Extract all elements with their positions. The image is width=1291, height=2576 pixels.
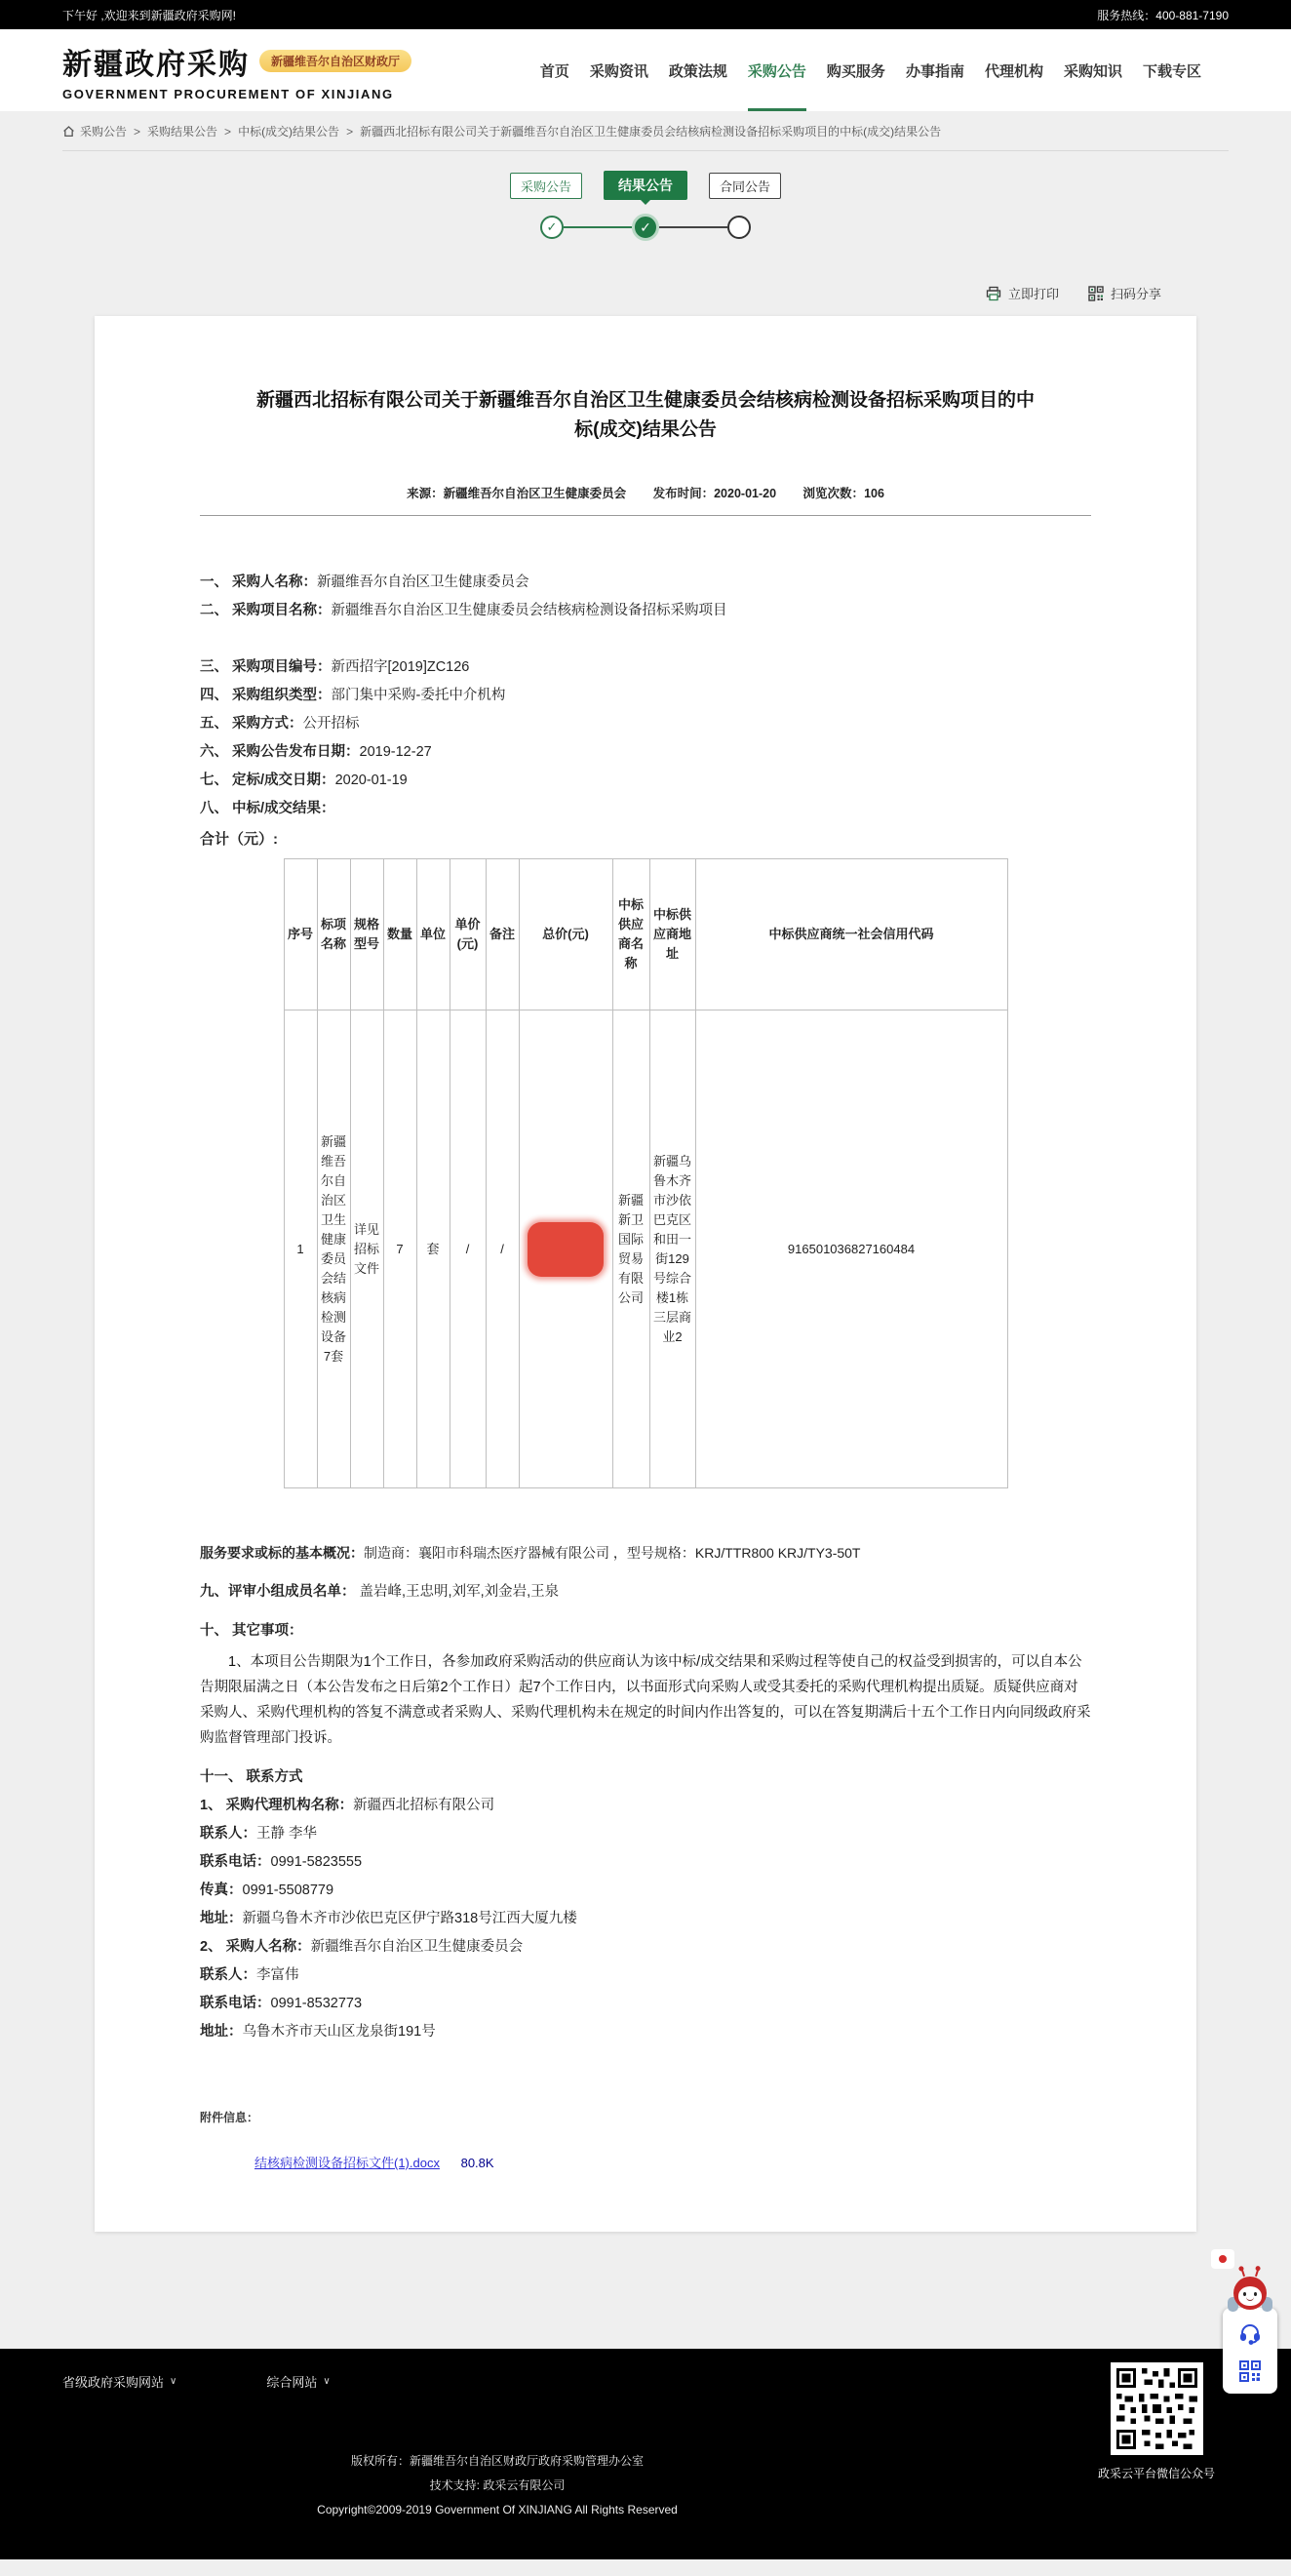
logo-subtitle: GOVERNMENT PROCUREMENT OF XINJIANG	[62, 86, 394, 101]
breadcrumb-area	[0, 111, 1291, 151]
views-label: 浏览次数：	[802, 487, 865, 500]
announcement-document	[95, 316, 1196, 2232]
table-header-row	[284, 859, 1007, 1011]
notification-bubble	[1211, 2249, 1234, 2269]
breadcrumb-item-current: 新疆西北招标有限公司关于新疆维吾尔自治区卫生健康委员会结核病检测设备招标采购项目的中标(成交)结果公告	[360, 125, 942, 139]
publish-time-label: 发布时间：	[652, 487, 715, 500]
main-nav	[540, 29, 1244, 111]
field-org-type: 四、 采购组织类型：部门集中采购-委托中介机构	[200, 688, 506, 703]
col-header: 单价(元)	[450, 859, 486, 1011]
col-header: 总价(元)	[519, 859, 612, 1011]
cell-supplier-address: 新疆乌鲁木齐市沙依巴克区和田一街129号综合楼1栋三层商业2	[649, 1011, 695, 1488]
cell-unit: 套	[416, 1011, 450, 1488]
check-icon: ✓	[640, 218, 651, 235]
logo-badge: 新疆维吾尔自治区财政厅	[259, 50, 411, 72]
agency-phone: 联系电话：0991-5823555	[200, 1854, 363, 1870]
mascot	[1231, 2275, 1270, 2312]
cell-total-price	[519, 1011, 612, 1488]
col-header: 标项名称	[317, 859, 350, 1011]
col-header: 序号	[284, 859, 317, 1011]
cell-supplier-name: 新疆新卫国际贸易有限公司	[612, 1011, 649, 1488]
breadcrumb-separator: >	[346, 124, 354, 139]
service-overview: 服务要求或标的基本概况：制造商：襄阳市科瑞杰医疗器械有限公司 ，型号规格：KRJ/TTR800 KRJ/TY3-50T	[200, 1545, 861, 1561]
cell-unit-price: /	[450, 1011, 486, 1488]
nav-item-announcements[interactable]: 采购公告	[748, 29, 806, 111]
col-header: 中标供应商名称	[612, 859, 649, 1011]
footer	[0, 2349, 1291, 2559]
nav-item-purchase-service[interactable]: 购买服务	[826, 62, 885, 80]
attachment-section	[200, 2109, 1091, 2171]
cell-spec: 详见招标文件	[350, 1011, 383, 1488]
cell-qty: 7	[383, 1011, 416, 1488]
agency-address: 地址：新疆乌鲁木齐市沙依巴克区伊宁路318号江西大厦九楼	[200, 1911, 577, 1926]
wechat-qr-area	[1078, 2362, 1234, 2481]
service-panel	[1223, 2308, 1277, 2394]
home-icon	[62, 125, 75, 138]
result-table	[284, 858, 1008, 1488]
agency-fax: 传真：0991-5508779	[200, 1882, 334, 1898]
col-header: 中标供应商地址	[649, 859, 695, 1011]
field-buyer-name: 一、 采购人名称：新疆维吾尔自治区卫生健康委员会	[200, 575, 529, 590]
agency-name-line: 1、 采购代理机构名称：新疆西北招标有限公司	[200, 1798, 495, 1813]
cell-item-name: 新疆维吾尔自治区卫生健康委员会结核病检测设备7套	[317, 1011, 350, 1488]
breadcrumb-item[interactable]: 中标(成交)结果公告	[238, 125, 340, 139]
contact-heading: 十一、 联系方式	[200, 1769, 303, 1785]
divider	[200, 515, 1091, 516]
step-circle-done	[540, 216, 564, 239]
topbar	[0, 0, 1291, 29]
qr-code-icon	[1088, 286, 1104, 301]
table-row	[284, 1011, 1007, 1488]
wechat-qr-code	[1111, 2362, 1203, 2455]
breadcrumb-item[interactable]: 采购公告	[80, 125, 128, 139]
field-result: 八、 中标/成交结果：	[200, 801, 335, 816]
qr-code-icon	[1239, 2360, 1261, 2382]
buyer-name-line: 2、 采购人名称：新疆维吾尔自治区卫生健康委员会	[200, 1939, 524, 1955]
tab-purchase-announcement[interactable]: 采购公告	[510, 173, 582, 199]
chevron-down-icon: ∨	[323, 2376, 331, 2387]
print-button[interactable]	[986, 284, 1059, 302]
nav-item-downloads[interactable]: 下载专区	[1142, 62, 1201, 80]
qr-share-button[interactable]	[1239, 2360, 1261, 2382]
nav-item-knowledge[interactable]: 采购知识	[1063, 62, 1122, 80]
footer-dropdown-general-sites[interactable]	[266, 2372, 330, 2391]
total-label: 合计（元）:	[200, 831, 278, 848]
share-qr-button[interactable]	[1088, 284, 1161, 302]
breadcrumb-item[interactable]: 采购结果公告	[147, 125, 218, 139]
cell-remark: /	[486, 1011, 519, 1488]
footer-dropdown-provincial-sites[interactable]	[62, 2372, 176, 2391]
headset-icon	[1238, 2321, 1262, 2345]
col-header: 备注	[486, 859, 519, 1011]
logo-title: 新疆政府采购	[62, 48, 250, 81]
views-value: 106	[864, 487, 884, 500]
attachment-size: 80.8K	[460, 2156, 494, 2170]
floating-service-widget	[1223, 2275, 1277, 2394]
print-label: 立即打印	[1007, 287, 1059, 301]
copyright-support: 技术支持: 政采云有限公司	[429, 2478, 566, 2492]
tab-result-announcement[interactable]: 结果公告	[604, 171, 687, 200]
redaction-mark	[528, 1222, 604, 1277]
announcement-steps	[0, 151, 1291, 241]
attachment-heading: 附件信息：	[200, 2111, 259, 2124]
source-value: 新疆维吾尔自治区卫生健康委员会	[443, 487, 627, 500]
step-circle-todo	[727, 216, 751, 239]
buyer-contact-person: 联系人：李富伟	[200, 1967, 299, 1983]
red-dot	[1219, 2255, 1227, 2263]
step-circle-current	[632, 214, 659, 241]
share-label: 扫码分享	[1110, 287, 1161, 301]
source-label: 来源：	[407, 487, 444, 500]
chevron-down-icon: ∨	[170, 2376, 177, 2387]
field-award-date: 七、 定标/成交日期：2020-01-19	[200, 773, 408, 788]
field-project-name: 二、 采购项目名称：新疆维吾尔自治区卫生健康委员会结核病检测设备招标采购项目	[200, 603, 727, 618]
copyright-block	[0, 2449, 995, 2522]
breadcrumb-separator: >	[134, 124, 141, 139]
attachment-link[interactable]: 结核病检测设备招标文件(1).docx	[254, 2156, 440, 2170]
agency-contact-person: 联系人：王静 李华	[200, 1826, 318, 1842]
page-title: 新疆西北招标有限公司关于新疆维吾尔自治区卫生健康委员会结核病检测设备招标采购项目的中标(成交)结果公告	[255, 390, 1035, 440]
col-header: 数量	[383, 859, 416, 1011]
nav-item-home[interactable]: 首页	[539, 62, 569, 80]
tab-contract-announcement[interactable]: 合同公告	[709, 173, 781, 199]
article-meta	[200, 484, 1091, 501]
site-header	[0, 29, 1291, 111]
col-header: 单位	[416, 859, 450, 1011]
nav-item-guide[interactable]: 办事指南	[905, 62, 964, 80]
copyright-line: Copyright©2009-2019 Government Of XINJIANG All Rights Reserved	[317, 2503, 678, 2517]
article-fields	[200, 571, 1091, 820]
publish-time-value: 2020-01-20	[714, 487, 777, 500]
footer-dropdown-label: 省级政府采购网站	[62, 2375, 165, 2390]
other-matters-heading: 十、 其它事项：	[200, 1623, 303, 1639]
breadcrumb	[62, 123, 1229, 139]
logo[interactable]	[62, 29, 411, 111]
check-icon: ✓	[546, 219, 558, 234]
cell-seq: 1	[284, 1011, 317, 1488]
field-method: 五、 采购方式：公开招标	[200, 716, 360, 732]
footer-dropdown-label: 综合网站	[266, 2375, 318, 2390]
nav-item-policy[interactable]: 政策法规	[668, 62, 727, 80]
col-header: 中标供应商统一社会信用代码	[695, 859, 1007, 1011]
field-publish-date: 六、 采购公告发布日期：2019-12-27	[200, 744, 432, 760]
buyer-address: 地址：乌鲁木齐市天山区龙泉街191号	[200, 2024, 436, 2040]
buyer-phone: 联系电话：0991-8532773	[200, 1996, 363, 2011]
greeting-text: 下午好 ,欢迎来到新疆政府采购网!	[62, 8, 237, 22]
qr-caption: 政采云平台微信公众号	[1097, 2467, 1215, 2480]
service-hotline: 服务热线：400-881-7190	[1097, 8, 1229, 22]
step-connector	[564, 226, 632, 228]
nav-item-news[interactable]: 采购资讯	[589, 62, 648, 80]
review-panel-members: 九、评审小组成员名单： 盖岩峰,王忠明,刘军,刘金岩,王泉	[200, 1584, 560, 1600]
breadcrumb-separator: >	[224, 124, 232, 139]
printer-icon	[986, 286, 1001, 301]
actions-row	[95, 284, 1196, 302]
customer-service-button[interactable]	[1238, 2321, 1262, 2345]
other-matters-paragraph: 1、本项目公告期限为1个工作日，各参加政府采购活动的供应商认为该中标/成交结果和采购过程等使自己的权益受到损害的，可以自本公告期限届满之日（本公告发布之日后第2个工作日）起7个工作日内，以书面形式向采购人或受其委托的采购代理机构提出质疑。质疑供应商对采购人、采购代理机构的答复不满意或者采购人、采购代理机构未在规定的时间内作出答复的，可以在答复期满后十五个工作日内向同级政府采购监督管理部门投诉。	[200, 1654, 1091, 1746]
cell-credit-code: 916501036827160484	[695, 1011, 1007, 1488]
copyright-owner: 版权所有：新疆维吾尔自治区财政厅政府采购管理办公室	[350, 2454, 644, 2468]
nav-item-agencies[interactable]: 代理机构	[984, 62, 1043, 80]
field-project-number: 三、 采购项目编号：新西招字[2019]ZC126	[200, 659, 470, 675]
step-connector	[659, 226, 727, 228]
col-header: 规格型号	[350, 859, 383, 1011]
